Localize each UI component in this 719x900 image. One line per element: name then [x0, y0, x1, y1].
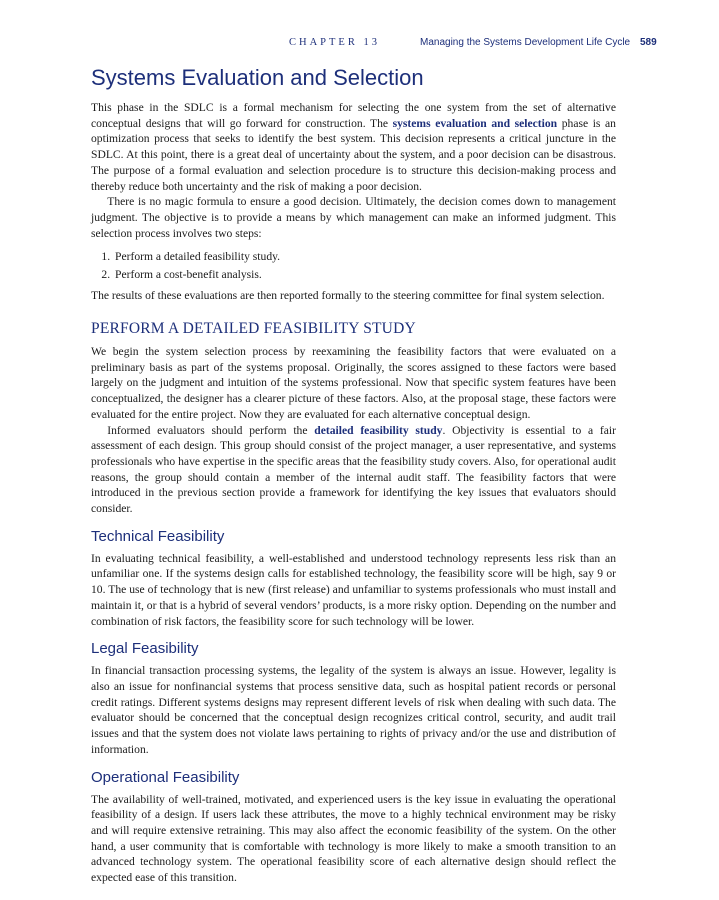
legal-heading: Legal Feasibility	[91, 640, 199, 658]
text-run: . Objectivity is essential to a fair assessment of each design. This group should consist of the project manager, a user representative, and systems professionals who have expertise in the specific areas that the feasibility study covers. Also, for operational audit reasons, the group should contain a member of the internal audit staff. The feasibility factors that were introduced in the previous section provide a framework for identifying the key issues that evaluators should consider.	[91, 423, 616, 516]
feasibility-heading: PERFORM A DETAILED FEASIBILITY STUDY	[91, 320, 416, 338]
section-title: Systems Evaluation and Selection	[91, 65, 424, 90]
page-body	[91, 60, 616, 886]
chapter-title: Managing the Systems Development Life Cycle	[420, 37, 631, 48]
text-run: This phase in the SDLC is a formal mechanism for selecting the one system from the set of alternative conceptual designs that will go forward for construction. The	[91, 101, 616, 130]
steps-list	[91, 248, 616, 283]
chapter-label: CHAPTER 13	[289, 37, 380, 48]
operational-paragraph: The availability of well-trained, motivated, and experienced users is the key issue in evaluating the operational feasibility of a design. If users lack these attributes, the move to a highly technical environment may be risky and will require extensive retraining. This may also affect the economic feasibility of the system. On the other hand, a user community that is comfortable with technology is more likely to make a smooth transition to an advanced technology system. The operational feasibility score of each alternative design should reflect the expected ease of this transition.	[91, 792, 616, 885]
text-run: Informed evaluators should perform the	[107, 423, 315, 437]
section-paragraph-2: There is no magic formula to ensure a good decision. Ultimately, the decision comes down to management judgment. The objective is to provide a means by which management can make an informed judgment. This selection process involves two steps:	[91, 195, 616, 240]
section-paragraph-1	[91, 100, 616, 194]
section-paragraph-3: The results of these evaluations are then reported formally to the steering committee for final system selection.	[91, 289, 605, 303]
running-header	[0, 36, 719, 50]
text-run: phase is an optimization process that seeks to identify the best system. This decision represents a critical juncture in the SDLC. At this point, there is a great deal of uncertainty about the system, and a poor decision can be disastrous. The purpose of a formal evaluation and selection procedure is to structure this decision-making process and thereby reduce both uncertainty and the risk of making a poor decision.	[91, 116, 616, 193]
feasibility-paragraph-2	[91, 423, 616, 517]
feasibility-paragraph-1: We begin the system selection process by reexamining the feasibility factors that were evaluated on a preliminary basis as part of the systems proposal. Originally, the scores assigned to these factors were based largely on the judgment and intuition of the systems professional. Now that specific system features have been conceptualized, the designer has a clearer picture of these factors. Also, at the proposal stage, these factors were evaluated for the entire project. Now they are evaluated for each alternative conceptual design.	[91, 345, 616, 421]
technical-paragraph: In evaluating technical feasibility, a well-established and understood technology represents less risk than an unfamiliar one. If the systems design calls for established technology, the feasibility score will be high, say 9 or 10. The use of technology that is new (first release) and unfamiliar to systems professionals who must install and maintain it, or that is a hybrid of several vendors’ products, is a more risky option. Depending on the number and combination of risk factors, the feasibility score for such technology will be lower.	[91, 551, 616, 628]
operational-heading: Operational Feasibility	[91, 768, 240, 786]
list-item: 1. Perform a detailed feasibility study.	[113, 248, 616, 266]
key-term-detailed-feasibility: detailed feasibility study	[314, 423, 443, 437]
legal-paragraph: In financial transaction processing systems, the legality of the system is always an issue. However, legality is also an issue for nonfinancial systems that process sensitive data, such as hospital patient records or personal credit ratings. Different systems designs may represent different levels of risk when dealing with such data. The evaluator should be concerned that the conceptual design recognizes critical control, security, and audit trail issues and that the system does not violate laws pertaining to rights of privacy and/or the use and distribution of information.	[91, 664, 616, 756]
page-number: 589	[640, 37, 657, 48]
key-term-systems-evaluation: systems evaluation and selection	[392, 116, 558, 130]
list-item: 2. Perform a cost-benefit analysis.	[113, 266, 616, 284]
technical-heading: Technical Feasibility	[91, 527, 225, 545]
